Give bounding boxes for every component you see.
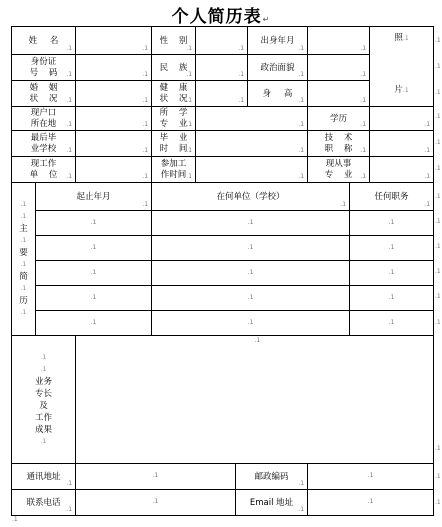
cell-mark: .1 [402, 35, 409, 42]
cell-mark: .1 [66, 480, 73, 487]
cell-mark: .1 [186, 45, 193, 52]
experience-row [12, 236, 434, 261]
school-value-cell[interactable] [76, 131, 152, 157]
row-end-mark: .1 [435, 499, 441, 506]
major-label-line-1: 所 学 [159, 107, 188, 118]
cell-mark: .1 [254, 337, 261, 344]
row-end-mark: .1 [435, 268, 441, 275]
row-basic-5 [12, 131, 434, 157]
cell-mark: .1 [186, 173, 193, 180]
photo-label-bottom: 片 [394, 85, 403, 95]
postcode-value-cell[interactable] [308, 464, 434, 490]
row-end-mark: .1 [435, 193, 441, 200]
birth-label-cell [248, 27, 308, 55]
row-end-mark: .1 [435, 63, 441, 70]
experience-header-row [12, 183, 434, 211]
cell-mark: .1 [142, 71, 149, 78]
hukou-label-line-1: 现户口 [30, 107, 57, 118]
employer-value-cell[interactable] [76, 157, 152, 183]
phone-value-cell[interactable] [76, 490, 236, 516]
email-label: Email 地址 [249, 497, 294, 508]
skills-side-line-5: 成果 [35, 424, 53, 435]
worktime-label-line-1: 参加工 [160, 158, 187, 169]
cell-mark: .1 [298, 480, 305, 487]
experience-side-char-1: 主 [19, 224, 28, 234]
cell-mark: .1 [424, 173, 431, 180]
cell-mark: .1 [142, 45, 149, 52]
cell-mark: .1 [186, 71, 193, 78]
contact-row-1 [12, 464, 434, 490]
experience-row [12, 311, 434, 336]
cell-mark: .1 [360, 121, 367, 128]
gender-label: 性 别 [159, 35, 188, 46]
row-end-mark: .1 [435, 445, 441, 452]
height-value-cell[interactable] [308, 81, 370, 107]
experience-unit-cell[interactable] [152, 211, 350, 236]
experience-side-label [19, 199, 28, 319]
cell-mark: .1 [424, 121, 431, 128]
cell-mark: .1 [298, 45, 305, 52]
row-end-mark: .1 [435, 293, 441, 300]
cell-mark: .1 [424, 201, 431, 208]
cell-mark: .1 [66, 45, 73, 52]
gradtime-label-cell [152, 131, 196, 157]
name-label-cell [12, 27, 76, 55]
contact-row-2 [12, 490, 434, 516]
experience-position-cell[interactable] [350, 261, 434, 286]
page-end-mark: .1 [12, 516, 18, 523]
experience-row [12, 286, 434, 311]
cell-mark: .1 [90, 243, 97, 251]
experience-position-cell[interactable] [350, 211, 434, 236]
cell-mark: .1 [142, 121, 149, 128]
experience-row [12, 211, 434, 236]
id-label-cell [12, 55, 76, 81]
political-label-cell [248, 55, 308, 81]
experience-position-cell[interactable] [350, 286, 434, 311]
employer-label-line-1: 现工作 [30, 158, 57, 169]
major-value-cell[interactable] [196, 107, 308, 131]
page-title-text: 个人简历表 [171, 7, 262, 27]
gender-label-cell [152, 27, 196, 55]
skills-value-cell[interactable] [76, 336, 434, 464]
school-label [31, 133, 57, 155]
cell-mark: .1 [20, 213, 27, 220]
school-label-cell [12, 131, 76, 157]
id-label [30, 57, 58, 79]
title-value-cell[interactable] [370, 131, 434, 157]
experience-side-cell [12, 183, 36, 336]
cell-mark: .1 [424, 147, 431, 154]
address-label: 通讯地址 [26, 471, 61, 482]
resume-table [11, 26, 434, 516]
col-position-header [350, 183, 434, 211]
education-label: 学历 [330, 113, 348, 124]
marital-label [30, 83, 58, 105]
cell-mark: .1 [298, 97, 305, 104]
row-basic-1 [12, 27, 434, 55]
photo-label-top: 照 [394, 33, 403, 43]
skills-side-line-2: 专长 [35, 388, 53, 399]
cell-mark: .1 [142, 147, 149, 154]
cell-mark: .1 [40, 365, 47, 373]
gender-value-cell[interactable] [196, 27, 248, 55]
current-major-value-cell[interactable] [370, 157, 434, 183]
cell-mark: .1 [40, 353, 47, 361]
row-end-mark: .1 [435, 243, 441, 250]
experience-side-char-3: 简 [19, 272, 28, 282]
row-end-mark: .1 [435, 89, 441, 96]
cell-mark: .1 [90, 218, 97, 226]
cell-mark: .1 [20, 309, 27, 316]
current-major-label-line-2: 专 业 [324, 169, 353, 180]
cell-mark: .1 [388, 293, 395, 301]
cell-mark: .1 [388, 218, 395, 226]
experience-unit-cell[interactable] [152, 311, 350, 336]
return-mark: ↵ [262, 15, 271, 24]
cell-mark: .1 [40, 437, 47, 445]
height-label: 身 高 [262, 88, 293, 99]
political-value-cell[interactable] [308, 55, 370, 81]
photo-bottom-wrap [370, 85, 433, 96]
worktime-label [161, 159, 187, 181]
cell-mark: .1 [90, 293, 97, 301]
col-period-label: 起止年月 [76, 191, 111, 202]
gradtime-value-cell[interactable] [196, 131, 308, 157]
photo-top-wrap [370, 33, 433, 44]
cell-mark: .1 [298, 121, 305, 128]
experience-position-cell[interactable] [350, 236, 434, 261]
col-unit-label: 在何单位（学校） [216, 191, 285, 202]
cell-mark: .1 [20, 285, 27, 292]
id-value-cell[interactable] [76, 55, 152, 81]
row-end-mark: .1 [435, 473, 441, 480]
gradtime-label-line-1: 毕 业 [159, 132, 188, 143]
cell-mark: .1 [367, 498, 374, 505]
photo-cell[interactable] [370, 27, 434, 107]
cell-mark: .1 [186, 121, 193, 128]
education-label-cell [308, 107, 370, 131]
ethnic-label-cell [152, 55, 196, 81]
cell-mark: .1 [20, 201, 27, 208]
marital-label-line-2: 状 况 [29, 93, 58, 104]
cell-mark: .1 [66, 173, 73, 180]
skills-label-cell [12, 336, 76, 464]
cell-mark: .1 [402, 87, 409, 94]
worktime-value-cell[interactable] [196, 157, 308, 183]
cell-mark: .1 [247, 293, 254, 301]
cell-mark: .1 [66, 147, 73, 154]
hukou-label [31, 108, 57, 130]
current-major-label-line-1: 现从事 [325, 158, 352, 169]
cell-mark: .1 [152, 498, 159, 505]
experience-period-cell[interactable] [36, 261, 152, 286]
health-label-line-1: 健 康 [159, 82, 188, 93]
school-label-line-1: 最后毕 [30, 132, 57, 143]
row-basic-6 [12, 157, 434, 183]
hukou-value-cell[interactable] [76, 107, 152, 131]
row-end-mark: .1 [435, 165, 441, 172]
cell-mark: .1 [186, 147, 193, 154]
major-label-cell [152, 107, 196, 131]
cell-mark: .1 [142, 97, 149, 104]
cell-mark: .1 [152, 472, 159, 479]
cell-mark: .1 [238, 97, 245, 104]
employer-label-cell [12, 157, 76, 183]
cell-mark: .1 [90, 318, 97, 326]
row-end-mark: .1 [435, 37, 441, 44]
gradtime-label [160, 133, 188, 155]
skills-side-label [35, 352, 52, 448]
postcode-label-cell [236, 464, 308, 490]
title-label-cell [308, 131, 370, 157]
cell-mark: .1 [66, 121, 73, 128]
height-label-cell [248, 81, 308, 107]
education-value-cell[interactable] [370, 107, 434, 131]
cell-mark: .1 [66, 71, 73, 78]
experience-unit-cell[interactable] [152, 286, 350, 311]
cell-mark: .1 [247, 268, 254, 276]
experience-position-cell[interactable] [350, 311, 434, 336]
cell-mark: .1 [66, 506, 73, 513]
cell-mark: .1 [360, 71, 367, 78]
col-position-label: 任何职务 [374, 191, 409, 202]
name-value-cell[interactable] [76, 27, 152, 55]
employer-label-line-2: 单 位 [29, 169, 58, 180]
health-label-cell [152, 81, 196, 107]
cell-mark: .1 [142, 201, 149, 208]
cell-mark: .1 [298, 71, 305, 78]
address-value-cell[interactable] [76, 464, 236, 490]
cell-mark: .1 [20, 237, 27, 244]
cell-mark: .1 [388, 268, 395, 276]
phone-label: 联系电话 [26, 497, 61, 508]
skills-side-line-1: 业务 [35, 376, 53, 387]
id-label-line-1: 身份证 [30, 56, 57, 67]
row-end-mark: .1 [435, 113, 441, 120]
experience-period-cell[interactable] [36, 311, 152, 336]
cell-mark: .1 [186, 97, 193, 104]
title-label-line-1: 技 术 [324, 132, 353, 143]
skills-row [12, 336, 434, 464]
id-label-line-2: 号 码 [29, 67, 58, 78]
cell-mark: .1 [367, 472, 374, 479]
cell-mark: .1 [340, 201, 347, 208]
cell-mark: .1 [20, 261, 27, 268]
worktime-label-line-2: 作时间 [160, 169, 187, 180]
page-title [0, 2, 442, 27]
marital-label-line-1: 婚 姻 [29, 82, 58, 93]
experience-unit-cell[interactable] [152, 236, 350, 261]
experience-row [12, 261, 434, 286]
major-label-line-2: 专 业 [159, 118, 188, 129]
title-label [325, 133, 353, 155]
skills-side-line-3: 及 [39, 400, 48, 411]
employer-label [30, 159, 58, 181]
cell-mark: .1 [360, 147, 367, 154]
experience-unit-cell[interactable] [152, 261, 350, 286]
cell-mark: .1 [238, 45, 245, 52]
email-label-cell [236, 490, 308, 516]
hukou-label-line-2: 所在地 [30, 118, 57, 129]
birth-value-cell[interactable] [308, 27, 370, 55]
marital-label-cell [12, 81, 76, 107]
title-label-line-2: 职 称 [324, 143, 353, 154]
cell-mark: .1 [298, 173, 305, 180]
health-value-cell[interactable] [196, 81, 248, 107]
gradtime-label-line-2: 时 间 [159, 143, 188, 154]
row-basic-4 [12, 107, 434, 131]
birth-label: 出身年月 [260, 35, 295, 46]
cell-mark: .1 [388, 243, 395, 251]
cell-mark: .1 [360, 173, 367, 180]
cell-mark: .1 [142, 173, 149, 180]
experience-side-char-2: 要 [19, 248, 28, 258]
current-major-label [325, 159, 353, 181]
address-label-cell [12, 464, 76, 490]
cell-mark: .1 [298, 506, 305, 513]
experience-period-cell[interactable] [36, 236, 152, 261]
row-end-mark: .1 [435, 218, 441, 225]
cell-mark: .1 [247, 318, 254, 326]
cell-mark: .1 [66, 97, 73, 104]
cell-mark: .1 [388, 318, 395, 326]
skills-side-line-4: 工作 [35, 412, 53, 423]
cell-mark: .1 [238, 71, 245, 78]
current-major-label-cell [308, 157, 370, 183]
experience-period-cell[interactable] [36, 211, 152, 236]
worktime-label-cell [152, 157, 196, 183]
cell-mark: .1 [360, 45, 367, 52]
col-period-header [36, 183, 152, 211]
row-end-mark: .1 [435, 139, 441, 146]
cell-mark: .1 [247, 218, 254, 226]
major-label [160, 108, 188, 130]
cell-mark: .1 [360, 97, 367, 104]
hukou-label-cell [12, 107, 76, 131]
political-label: 政治面貌 [260, 62, 295, 73]
email-value-cell[interactable] [308, 490, 434, 516]
postcode-label: 邮政编码 [254, 471, 289, 482]
ethnic-value-cell[interactable] [196, 55, 248, 81]
row-end-mark: .1 [435, 319, 441, 326]
name-label: 姓 名 [28, 35, 59, 46]
cell-mark: .1 [90, 268, 97, 276]
experience-period-cell[interactable] [36, 286, 152, 311]
health-label [160, 83, 188, 105]
school-label-line-2: 业学校 [30, 143, 57, 154]
cell-mark: .1 [298, 147, 305, 154]
experience-side-char-4: 历 [19, 296, 28, 306]
ethnic-label: 民 族 [159, 62, 188, 73]
health-label-line-2: 状 况 [159, 93, 188, 104]
marital-value-cell[interactable] [76, 81, 152, 107]
cell-mark: .1 [247, 243, 254, 251]
col-unit-header [152, 183, 350, 211]
phone-label-cell [12, 490, 76, 516]
